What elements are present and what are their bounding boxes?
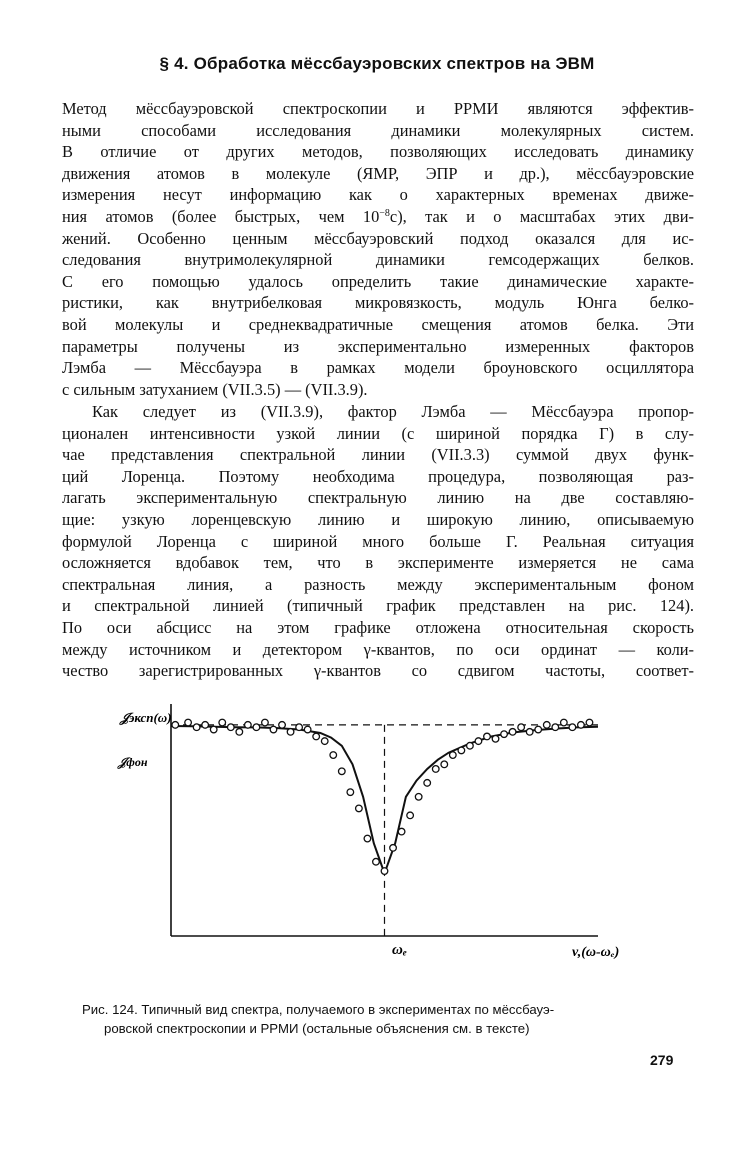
data-point [467,742,474,749]
text-line: осложняется вдобавок тем, что в эксперименте измеряется не сама [62,553,694,573]
text-line: вой молекулы и среднеквадратичные смещения атомов белка. Эти [62,314,694,334]
data-point [543,722,550,729]
text-line: С его помощью удалось определить такие динамические характе- [62,271,694,291]
text-line: движения атомов в молекуле (ЯМР, ЭПР и др.), мёссбауэровские [62,163,694,183]
data-point [441,761,448,768]
text-line: чае представления спектральной линии (VII.3.3) суммой двух функ- [62,445,694,465]
data-point [227,724,234,731]
paragraph-1 [62,98,694,400]
data-point [245,722,252,729]
text-line: формулой Лоренца с шириной много больше Г. Реальная ситуация [62,531,694,551]
page-number: 279 [650,1052,674,1068]
text-line: параметры получены из экспериментально измеренных факторов [62,336,694,356]
text-line: следования внутримолекулярной динамики гемсодержащих белков. [62,250,694,270]
data-point [270,726,277,733]
data-point [373,858,380,865]
data-point [509,729,516,736]
background-label: 𝒥фон [118,755,148,769]
data-point [339,768,346,775]
data-point [424,780,431,787]
text-line: ристики, как внутрибелковая микровязкость, модуль Юнга белко- [62,293,694,313]
y-axis-label: 𝒥эксп(ω) [120,710,172,725]
text-line: ционален интенсивности узкой линии (с шириной порядка Г) в слу- [62,423,694,443]
data-point [253,724,260,731]
data-point [526,729,533,736]
data-point [279,722,286,729]
data-point [569,724,576,731]
text-line: с сильным затуханием (VII.3.5) — (VII.3.9). [62,379,368,399]
text-line: По оси абсцисс на этом графике отложена относительная скорость [62,617,694,637]
data-points [172,719,593,874]
data-point [219,719,226,726]
text-line: ций Лоренца. Поэтому необходима процедура, позволяющая раз- [62,466,694,486]
data-point [185,719,192,726]
data-point [304,726,311,733]
data-point [287,729,294,736]
data-point [432,766,439,773]
data-point [398,828,405,835]
text-line: и спектральной линией (типичный график представлен на рис. 124). [62,596,694,616]
caption-line: Рис. 124. Типичный вид спектра, получаемого в экспериментах по мёссбауэ- [82,1002,555,1017]
text-line: между источником и детектором γ-квантов, по оси ординат — коли- [62,639,694,659]
caption-line: ровской спектроскопии и РРМИ (остальные объяснения см. в тексте) [104,1021,530,1036]
x-axis-label: v,(ω-ωₑ) [572,945,620,960]
center-label: ωₑ [392,942,407,958]
data-point [586,719,593,726]
data-point [210,726,217,733]
data-point [561,719,568,726]
text-line: Лэмба — Мёссбауэра в рамках модели броуновского осциллятора [62,358,694,378]
data-point [330,752,337,759]
data-point [321,738,328,745]
data-point [578,722,585,729]
data-point [501,731,508,738]
data-point [347,789,354,796]
data-point [535,726,542,733]
data-point [407,812,414,819]
spectrum-figure [0,690,754,970]
text-line: измерения несут информацию как о характерных временах движе- [62,185,694,205]
text-fragment: с), так и о масштабах этих дви- [389,206,694,226]
text-line: чество зарегистрированных γ-квантов со сдвигом частоты, соответ- [62,661,694,681]
data-point [450,752,457,759]
data-point [518,724,525,731]
data-point [262,719,269,726]
data-point [193,724,200,731]
text-line: щие: узкую лоренцевскую линию и широкую линию, описываемую [62,509,694,529]
data-point [390,845,397,852]
data-point [296,724,303,731]
text-line: Как следует из (VII.3.9), фактор Лэмба — Мёссбауэра пропор- [92,402,694,421]
data-point [236,729,243,736]
data-point [172,722,179,729]
text-line: спектральная линия, а разность между экспериментальным фоном [62,574,694,594]
data-point [364,835,371,842]
data-point [356,805,363,812]
data-point [492,736,499,743]
data-point [552,724,559,731]
text-fragment: ния атомов (более быстрых, чем 10 [62,206,380,226]
text-line: Метод мёссбауэровской спектроскопии и РРМИ являются эффектив- [62,99,694,118]
data-point [202,722,209,729]
section-heading: § 4. Обработка мёссбауэровских спектров на ЭВМ [159,54,595,73]
paragraph-2 [62,401,694,682]
exponent: −8 [379,207,390,219]
data-point [415,794,422,801]
text-line: лагать экспериментальную спектральную линию на две составляю- [62,488,694,508]
data-point [313,733,320,740]
data-point [458,747,465,754]
text-line [62,206,694,228]
text-line: жений. Особенно ценным мёссбауэровский подход оказался для ис- [62,228,694,248]
figure-caption [82,1000,694,1038]
data-point [484,733,491,740]
text-line: В отличие от других методов, позволяющих исследовать динамику [62,142,694,162]
data-point [475,738,482,745]
text-line: ными способами исследования динамики молекулярных систем. [62,120,694,140]
data-point [381,868,388,875]
